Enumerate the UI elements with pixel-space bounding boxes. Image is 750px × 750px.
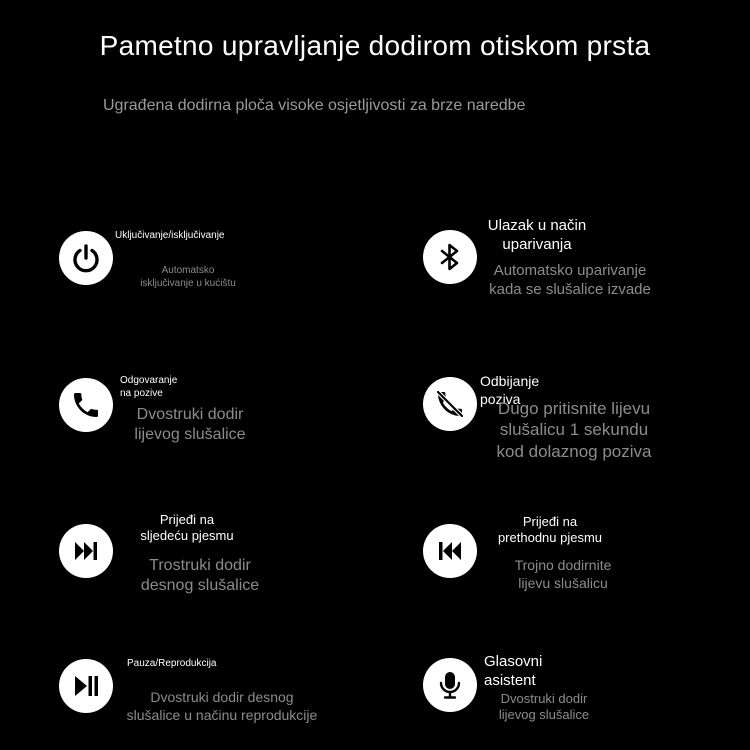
feature-next-label: Prijeđi na sljedeću pjesmu <box>140 512 234 544</box>
feature-pairing-label: Ulazak u način uparivanja <box>487 217 587 253</box>
feature-answer-label: Odgovaranje na pozive <box>120 375 178 399</box>
feature-pairing-desc: Automatsko uparivanje kada se slušalice izvade <box>489 262 651 298</box>
feature-assistant-label: Glasovni asistent <box>484 653 543 689</box>
feature-answer-desc: Dvostruki dodir lijevog slušalice <box>134 406 246 443</box>
microphone-icon <box>423 658 477 712</box>
bluetooth-icon <box>423 230 477 284</box>
feature-playpause-label: Pauza/Reprodukcija <box>127 658 217 669</box>
feature-power-desc: Automatsko isključivanje u kućištu <box>140 265 236 289</box>
feature-previous-label: Prijeđi na prethodnu pjesmu <box>497 514 603 546</box>
phone-reject-icon <box>423 377 477 431</box>
power-icon <box>59 231 113 285</box>
feature-playpause-desc: Dvostruki dodir desnog slušalice u načinu reprodukcije <box>126 689 318 723</box>
page-title: Pametno upravljanje dodirom otiskom prsta <box>99 30 651 61</box>
play-pause-icon <box>59 659 113 713</box>
skip-next-icon <box>59 524 113 578</box>
feature-reject-desc: Dugo pritisnite lijevu slušalicu 1 sekundu kod dolaznog poziva <box>496 399 652 461</box>
feature-next-desc: Trostruki dodir desnog slušalice <box>140 557 260 594</box>
feature-previous-desc: Trojno dodirnite lijevu slušalicu <box>514 557 612 591</box>
feature-reject-label: Odbijanje poziva <box>480 373 540 407</box>
page-subtitle: Ugrađena dodirna ploča visoke osjetljivosti za brze naredbe <box>103 97 526 114</box>
feature-power-label: Uključivanje/isključivanje <box>115 230 225 241</box>
feature-assistant-desc: Dvostruki dodir lijevog slušalice <box>498 691 590 723</box>
skip-previous-icon <box>423 524 477 578</box>
phone-icon <box>59 378 113 432</box>
